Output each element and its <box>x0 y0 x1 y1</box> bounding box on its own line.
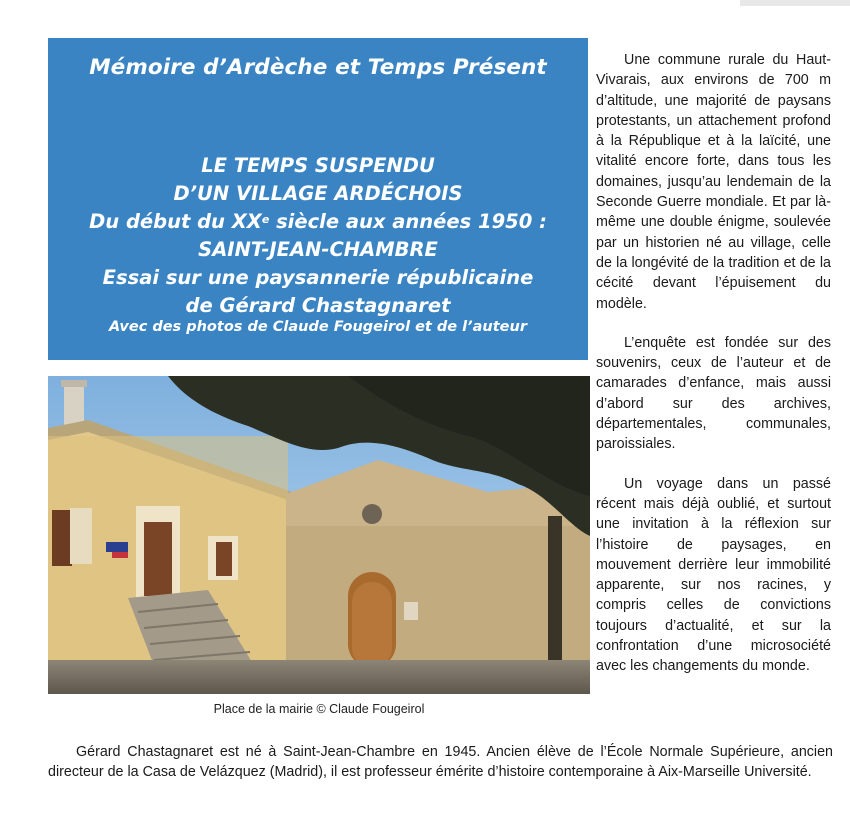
line3-superscript: e <box>261 213 270 226</box>
book-title-line-6: de Gérard Chastagnaret <box>185 294 451 317</box>
village-photo <box>48 376 590 694</box>
line3-pre: Du début du XX <box>89 210 262 233</box>
author-bio-text: Gérard Chastagnaret est né à Saint-Jean-Chambre en 1945. Ancien élève de l’École Normale Supérieure, ancien directeur de la Casa de Velázquez (Madrid), il est professeur émérite d’histoire contemporaine à Aix-Marseille Université. <box>48 744 833 781</box>
series-title: Mémoire d’Ardèche et Temps Présent <box>89 55 547 80</box>
line3-post: siècle aux années 1950 : <box>269 210 547 233</box>
photo-credit-line: Avec des photos de Claude Fougeirol et de l’auteur <box>108 319 527 335</box>
book-title-line-4: SAINT-JEAN-CHAMBRE <box>198 238 438 261</box>
book-title-line-2: D’UN VILLAGE ARDÉCHOIS <box>173 182 463 205</box>
paragraph-commune: Une commune rurale du Haut-Vivarais, aux environs de 700 m d’altitude, une majorité de paysans protestants, un attachement profond à la République et à la laïcité, une vitalité encore forte, dans tous les domaines, jusqu’au lendemain de la Seconde Guerre mondiale. Et par là-même une double énigme, soulevée par un historien né au village, celle de la longévité de la tradition et de la cécité devant l’épuisement du modèle. <box>596 52 831 312</box>
page-corner-mark <box>740 0 850 6</box>
author-bio <box>48 742 833 783</box>
book-title-line-1: LE TEMPS SUSPENDU <box>201 154 435 177</box>
village-photo-illustration <box>48 376 590 694</box>
photo-caption: Place de la mairie © Claude Fougeirol <box>213 702 425 716</box>
right-text-column <box>596 50 831 696</box>
paragraph-enquete: L’enquête est fondée sur des souvenirs, ceux de l’auteur et de camarades d’enfance, mais aussi d’abord sur des archives, départementales, communales, paroissiales. <box>596 334 831 453</box>
book-title-line-5: Essai sur une paysannerie républicaine <box>102 266 534 289</box>
title-box <box>48 38 588 360</box>
book-title-line-3 <box>48 208 588 236</box>
paragraph-voyage: Un voyage dans un passé récent mais déjà oublié, et surtout une invitation à la réflexion sur l’histoire de paysages, en mouvement derrière leur immobilité apparente, sur nos racines, y compris celles de convictions toujours d’actualité, et sur la confrontation d’une microsociété avec les changements du monde. <box>596 475 831 675</box>
